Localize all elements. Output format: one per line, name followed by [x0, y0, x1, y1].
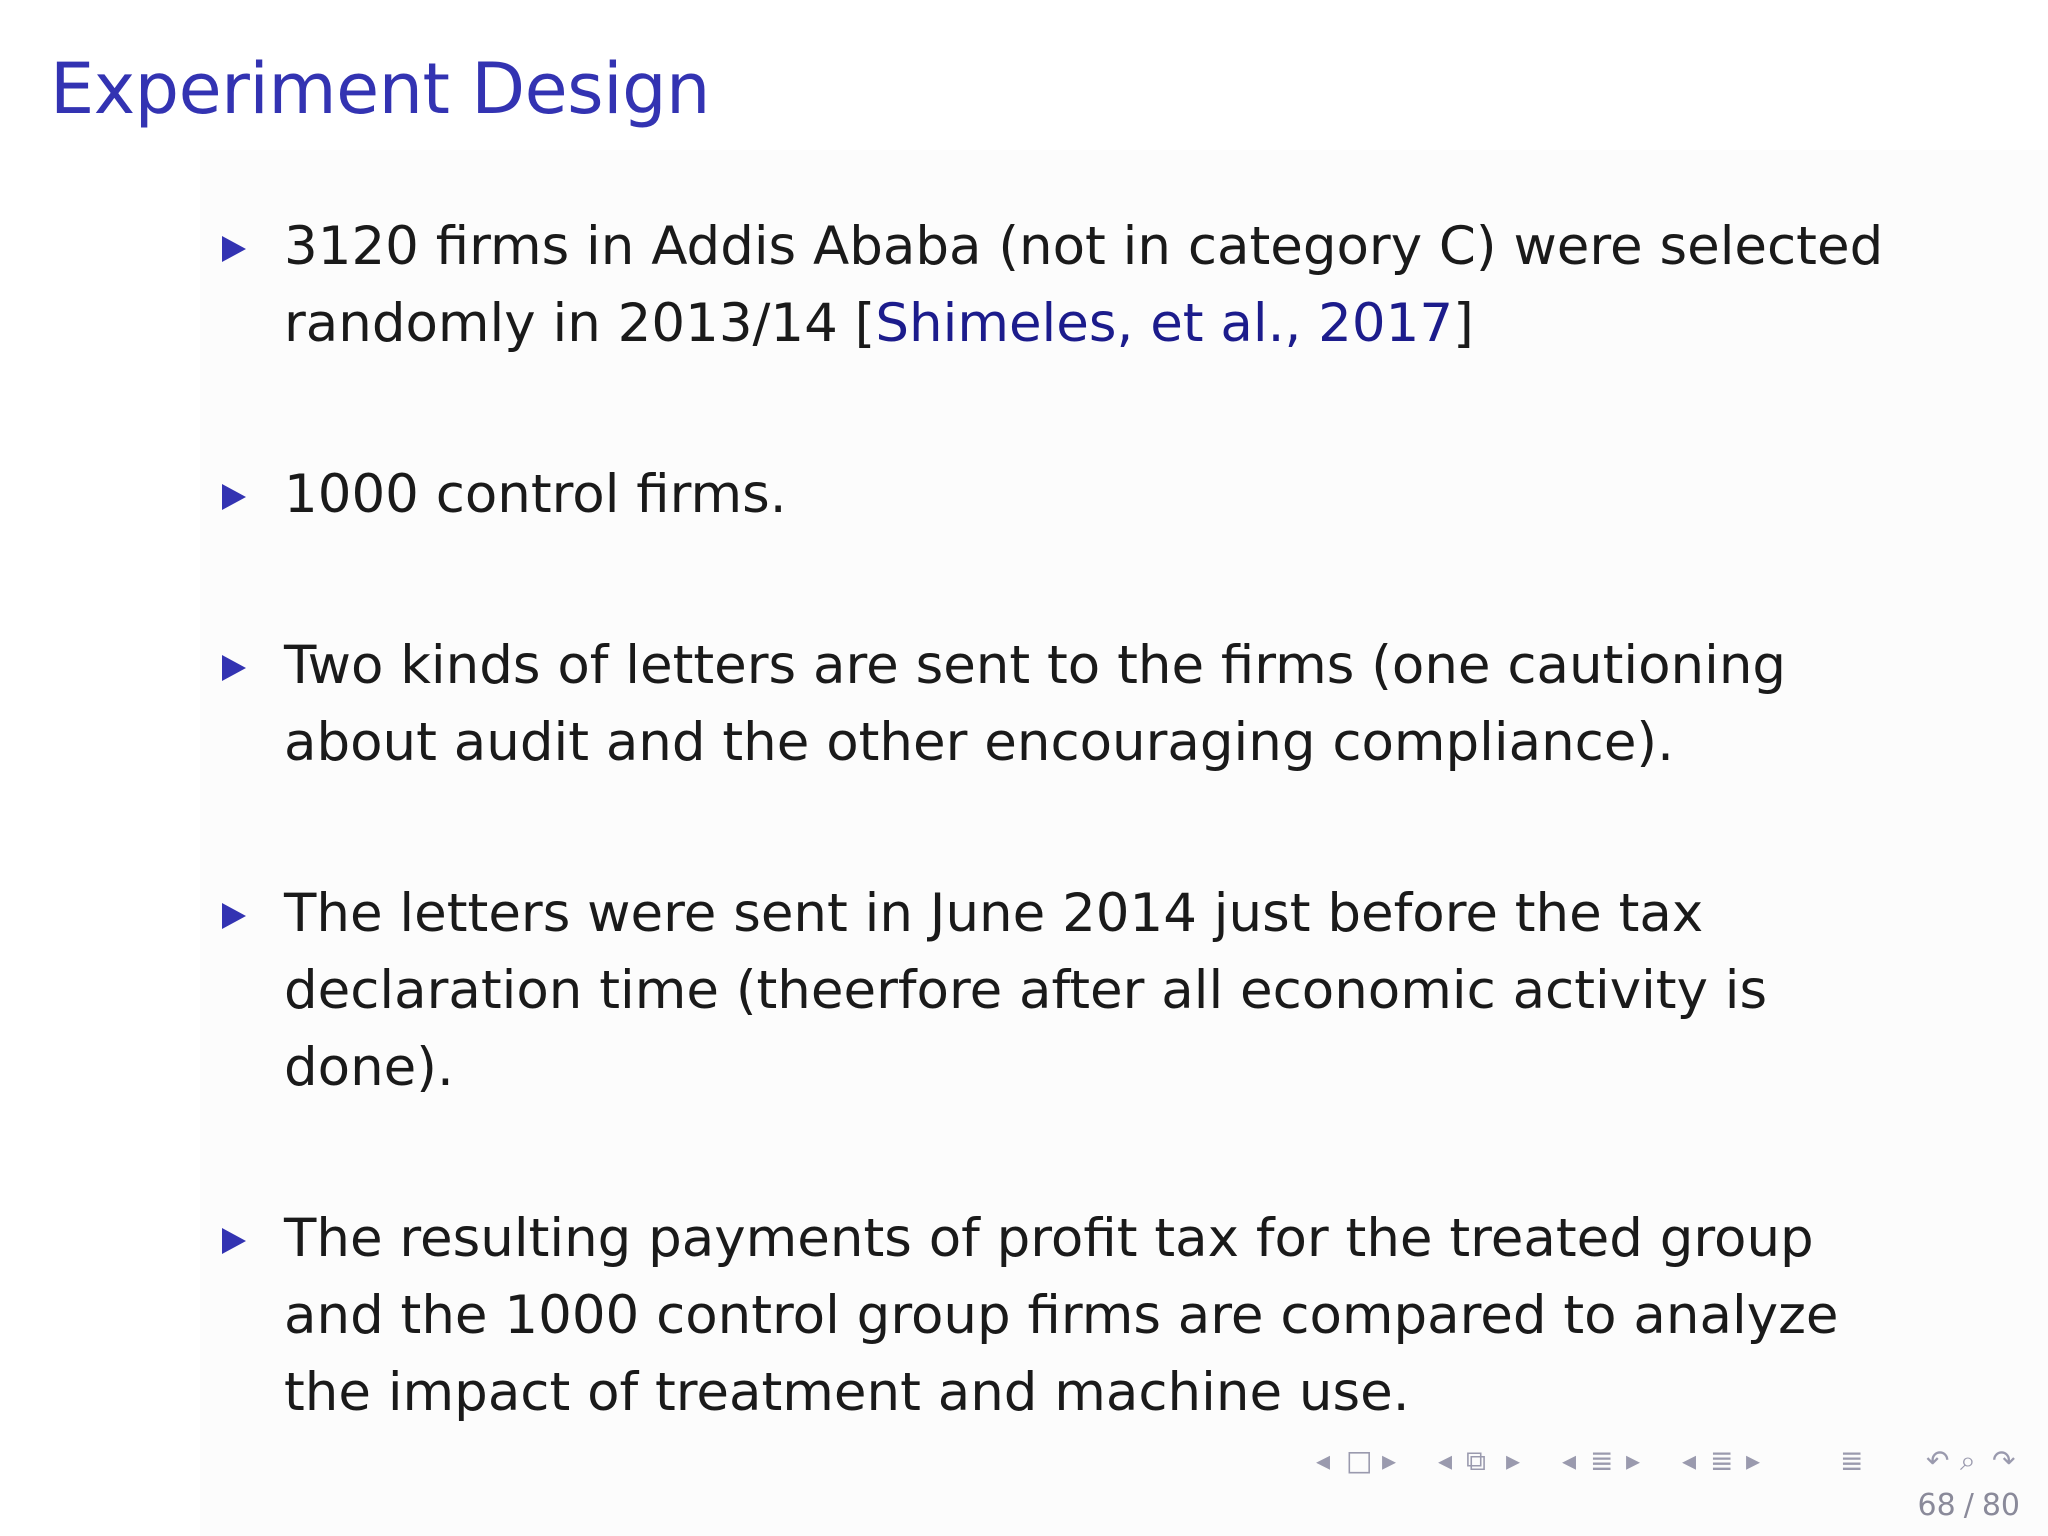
- subsection-icon[interactable]: ⧉: [1466, 1444, 1486, 1477]
- bullet-text: 1000 control firms.: [284, 464, 787, 525]
- bullet-text: The letters were sent in June 2014 just before the tax declaration time (theerfore after all economic activity is done).: [284, 883, 1768, 1098]
- bullet-item-results: [220, 1200, 1910, 1431]
- search-icon[interactable]: ⌕: [1960, 1444, 1976, 1477]
- document-icon[interactable]: ≣: [1710, 1444, 1734, 1477]
- triangle-bullet-icon: [222, 236, 246, 262]
- slide-title: Experiment Design: [50, 48, 710, 130]
- next-document-arrow-icon[interactable]: ▸: [1746, 1444, 1761, 1477]
- next-subsection-arrow-icon[interactable]: ▸: [1506, 1444, 1521, 1477]
- beamer-navigation-bar: [1316, 1446, 2036, 1476]
- bullet-text: Two kinds of letters are sent to the firms (one cautioning about audit and the other encouraging compliance).: [284, 635, 1787, 773]
- next-frame-arrow-icon[interactable]: ▸: [1382, 1444, 1397, 1477]
- prev-document-arrow-icon[interactable]: ◂: [1682, 1444, 1697, 1477]
- bullet-item-letters: [220, 627, 1910, 781]
- bullet-text-end: ]: [1453, 293, 1474, 354]
- bullet-list: [220, 208, 1910, 1431]
- triangle-bullet-icon: [222, 484, 246, 510]
- triangle-bullet-icon: [222, 903, 246, 929]
- back-icon[interactable]: ↶: [1926, 1444, 1950, 1477]
- bullet-item-timing: [220, 875, 1910, 1106]
- triangle-bullet-icon: [222, 655, 246, 681]
- bullet-text: The resulting payments of profit tax for the treated group and the 1000 control group firms are compared to analyze the impact of treatment and machine use.: [284, 1208, 1839, 1423]
- prev-frame-arrow-icon[interactable]: ◂: [1316, 1444, 1331, 1477]
- page-counter: [1918, 1488, 2020, 1523]
- current-page: 68: [1917, 1488, 1956, 1523]
- frame-icon[interactable]: □: [1346, 1444, 1373, 1477]
- prev-section-arrow-icon[interactable]: ◂: [1562, 1444, 1577, 1477]
- prev-subsection-arrow-icon[interactable]: ◂: [1438, 1444, 1453, 1477]
- citation-link[interactable]: Shimeles, et al., 2017: [875, 293, 1454, 354]
- triangle-bullet-icon: [222, 1228, 246, 1254]
- bullet-item-firms-selected: [220, 208, 1910, 362]
- total-pages: 80: [1981, 1488, 2020, 1523]
- page-separator: /: [1963, 1488, 1974, 1523]
- bullet-item-control-firms: [220, 456, 1910, 533]
- section-icon[interactable]: ≣: [1590, 1444, 1614, 1477]
- bullet-text: 3120 firms in Addis Ababa (not in category C) were selected randomly in 2013/14 [: [284, 216, 1884, 354]
- forward-icon[interactable]: ↷: [1992, 1444, 2016, 1477]
- table-of-contents-icon[interactable]: ≣: [1840, 1444, 1864, 1477]
- next-section-arrow-icon[interactable]: ▸: [1626, 1444, 1641, 1477]
